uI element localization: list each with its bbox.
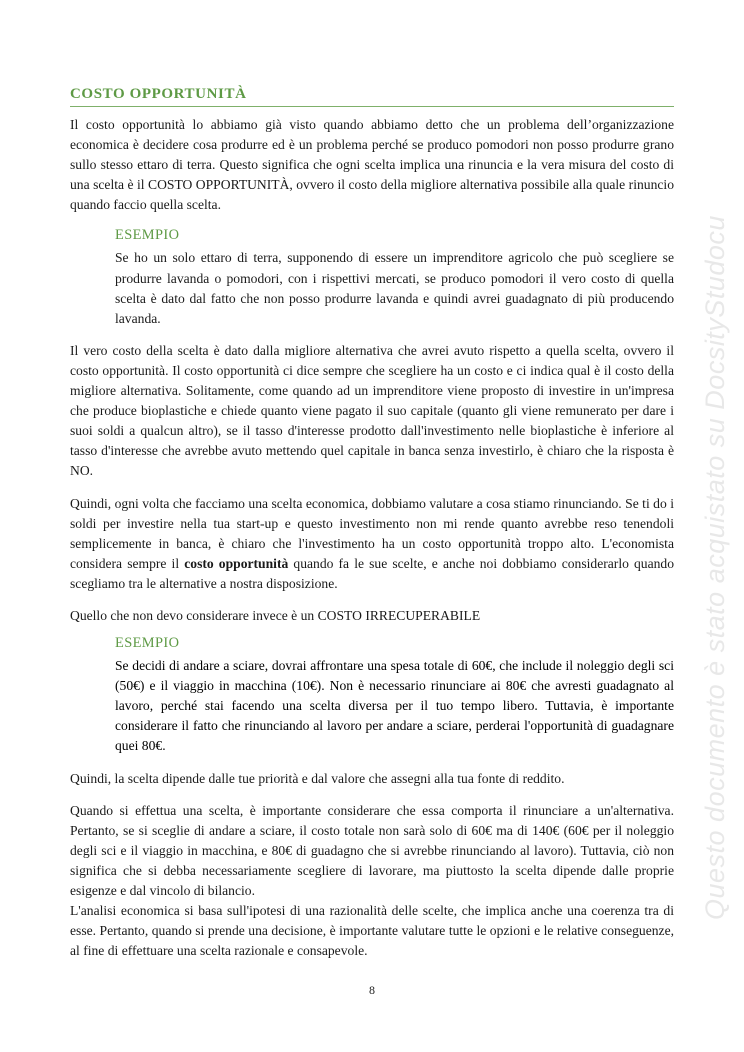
bold-term: costo opportunità xyxy=(184,555,289,571)
paragraph-alternative: Quando si effettua una scelta, è importante considerare che essa comporta il rinunciare a un'alternativa. Pertanto, se si sceglie di andare a sciare, il costo totale non sarà solo di 60€ ma di 140€ (60€ per il noleggio degli sci e il viaggio in macchina, e 80€ di guadagno che si avrebbe rinunciando al lavoro). Tuttavia, ciò non significa che si debba necessariamente scegliere di lavorare, ma piuttosto la scelta dipende dalle proprie esigenze e dal vincolo di bilancio. xyxy=(70,802,674,898)
example-text-1: Se ho un solo ettaro di terra, supponendo di essere un imprenditore agricolo che può scegliere se produrre lavanda o pomodori, con i rispettivi mercati, se produco pomodori il vero costo di quella scelta è dato dal fatto che non posso produrre lavanda e quindi avrei guadagnato di più producendo lavanda. xyxy=(115,250,674,326)
paragraph-true-cost: Il vero costo della scelta è dato dalla migliore alternativa che avrei avuto rispetto a quella scelta, ovvero il costo opportunità. Il costo opportunità ci dice sempre che scegliere ha un costo e ci indica qual è il costo della migliore alternativa. Solitamente, come quando ad un imprenditore viene proposto di investire in un'impresa che produce bioplastiche e chiede quanto viene pagato il suo capitale (quanto gli viene remunerato per dare i suoi soldi a qualcun altro), se il tasso d'interesse prodotto dall'investimento nelle bioplastiche è inferiore al tasso d'interesse che avrebbe avuto mettendo quel capitale in banca senza investirlo, è chiaro che la risposta è NO. xyxy=(70,342,674,479)
paragraph-investment-part2: quando fa le sue scelte, e anche noi dobbiamo considerarlo quando scegliamo tra le alternative a nostra disposizione. xyxy=(70,555,675,591)
paragraph-priorities: Quindi, la scelta dipende dalle tue priorità e dal valore che assegni alla tua fonte di reddito. xyxy=(70,770,565,786)
example-block-1 xyxy=(115,227,674,328)
paragraph-intro: Il costo opportunità lo abbiamo già visto quando abbiamo detto che un problema dell’organizzazione economica è decidere cosa produrre ed è un problema perché se produco pomodori non posso produrre grano sullo stesso ettaro di terra. Questo significa che ogni scelta implica una rinuncia e la vera misura del costo di una scelta è il COSTO OPPORTUNITÀ, ovvero il costo della migliore alternativa possibile alla quale rinuncio quando faccio quella scelta. xyxy=(70,117,674,213)
paragraph-sunk-cost: Quello che non devo considerare invece è un COSTO IRRECUPERABILE xyxy=(70,607,481,623)
paragraph-investment xyxy=(70,494,674,594)
paragraph-rationality: L'analisi economica si basa sull'ipotesi di una razionalità delle scelte, che implica anche una coerenza tra di esse. Pertanto, quando si prende una decisione, è importante valutare tutte le opzioni e le relative conseguenze, al fine di effettuare una scelta razionale e consapevole. xyxy=(70,903,674,959)
example-title-1: ESEMPIO xyxy=(115,227,180,244)
paragraph-investment-part1: Quindi, ogni volta che facciamo una scelta economica, dobbiamo valutare a cosa stiamo rinunciando. Se ti do i soldi per investire nella tua start-up e questo investimento non mi rende quanto avrebbe reso tenendoli semplicemente in banca, è chiaro che l'investimento ha un costo opportunità troppo alto. L'economista considera sempre il xyxy=(70,495,674,571)
page-number: 8 xyxy=(369,983,375,997)
example-text-2: Se decidi di andare a sciare, dovrai affrontare una spesa totale di 60€, che include il noleggio degli sci (50€) e il viaggio in macchina (10€). Non è necessario rinunciare ai 80€ che avresti guadagnato al lavoro, perché stai facendo una scelta diversa per il tuo tempo libero. Tuttavia, è importante considerare il fatto che rinunciando al lavoro per andare a sciare, perderai l'opportunità di guadagnare quei 80€. xyxy=(115,658,674,754)
example-title-2: ESEMPIO xyxy=(115,635,180,652)
example-block-2 xyxy=(115,635,674,756)
document-page xyxy=(70,86,674,961)
watermark-text: Questo documento è stato acquistato su DocsityStudocu xyxy=(700,215,730,920)
section-title: COSTO OPPORTUNITÀ xyxy=(70,86,674,107)
